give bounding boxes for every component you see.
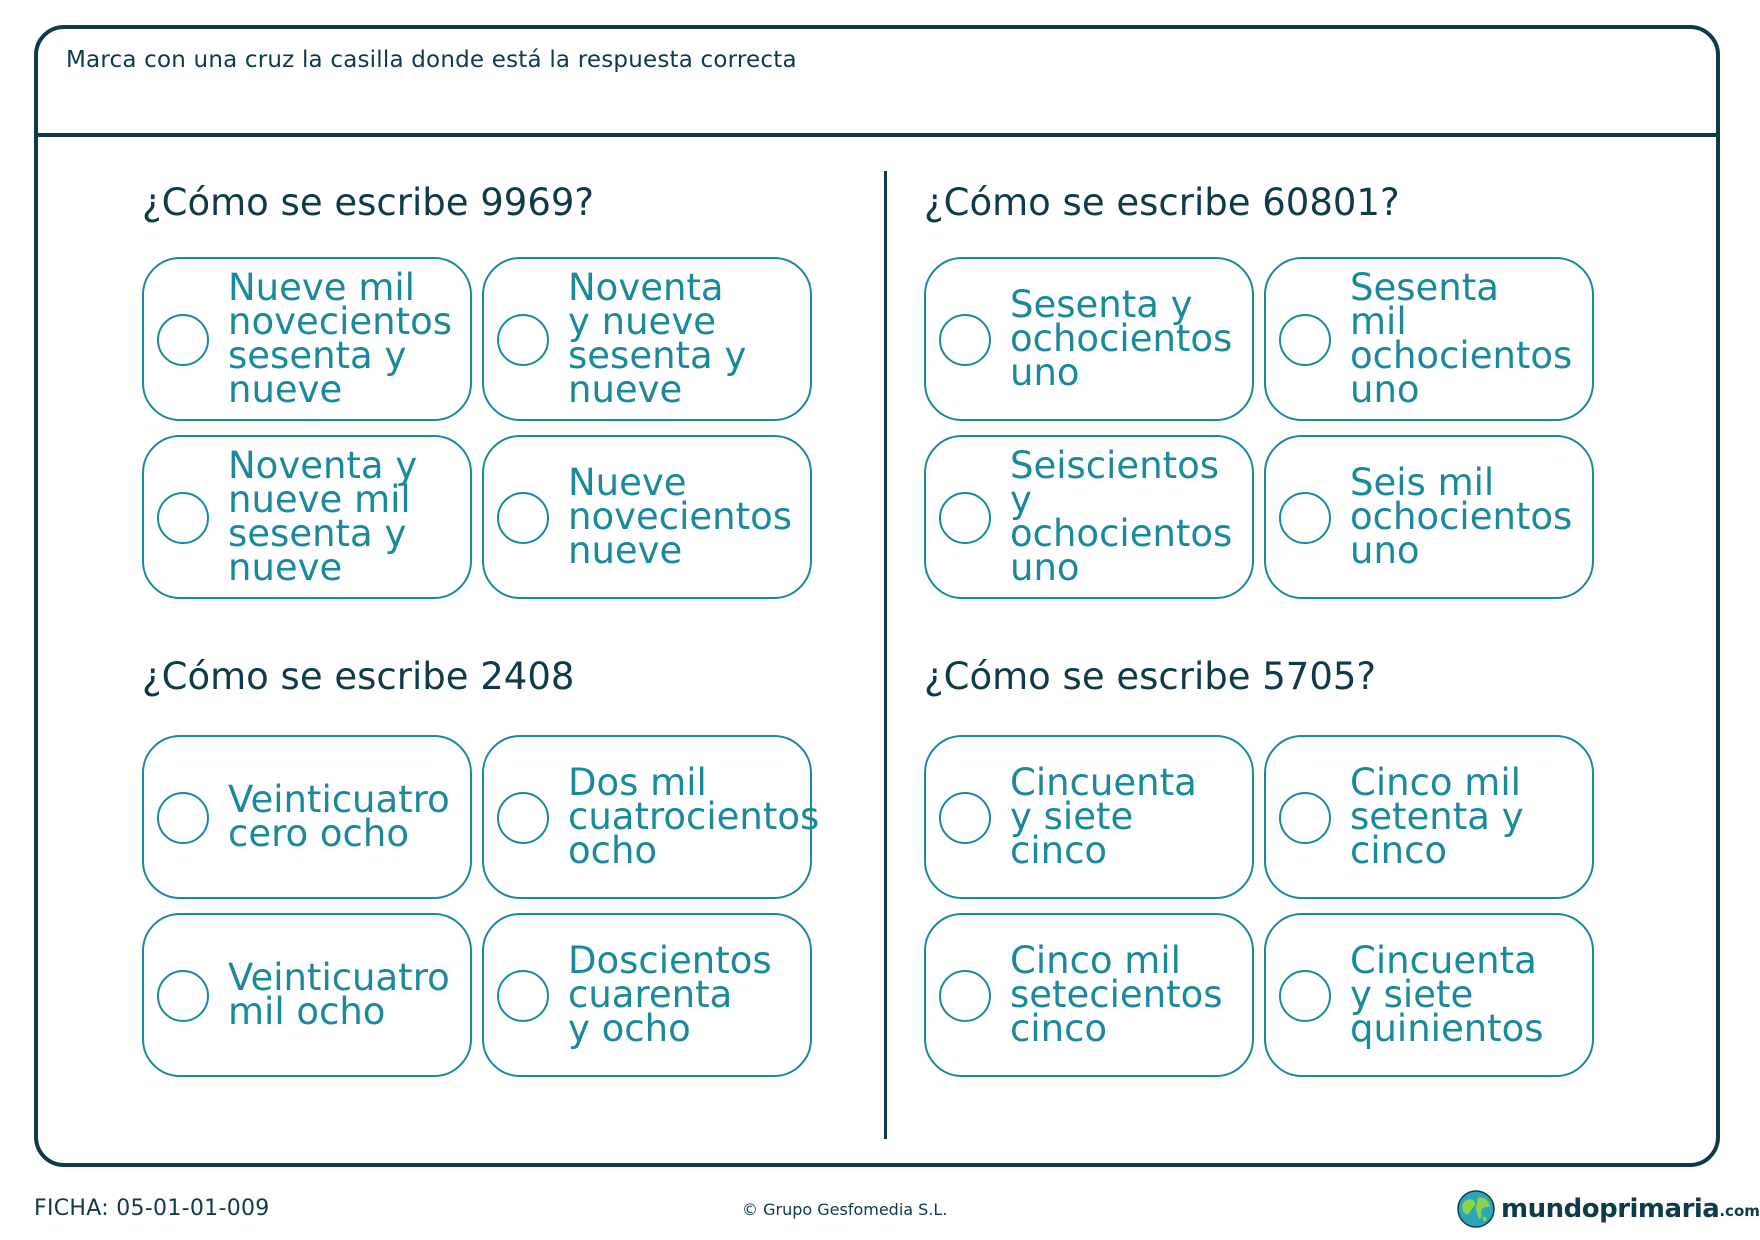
answer-option[interactable] (142, 435, 472, 599)
instruction-text: Marca con una cruz la casilla donde está la respuesta correcta (66, 47, 797, 73)
copyright-notice: © Grupo Gesfomedia S.L. (742, 1200, 948, 1219)
answer-label: Seis mil ochocientos uno (1350, 461, 1573, 572)
answer-option[interactable] (924, 913, 1254, 1077)
answer-checkbox[interactable] (157, 970, 209, 1022)
header-divider (38, 133, 1716, 137)
question-title: ¿Cómo se escribe 60801? (924, 181, 1400, 224)
answer-checkbox[interactable] (1279, 314, 1331, 366)
answer-option[interactable] (482, 913, 812, 1077)
answer-label: Sesenta mil ochocientos uno (1350, 266, 1573, 411)
answer-option[interactable] (142, 257, 472, 421)
answer-label: Nueve mil novecientos sesenta y nueve (228, 266, 453, 411)
answer-label: Cinco mil setecientos cinco (1010, 939, 1223, 1050)
answer-checkbox[interactable] (497, 492, 549, 544)
answer-checkbox[interactable] (497, 314, 549, 366)
answer-option[interactable] (142, 735, 472, 899)
brand-tld: .com (1719, 1202, 1760, 1220)
answer-label: Dos mil cuatrocientos ocho (568, 761, 820, 872)
answer-option[interactable] (142, 913, 472, 1077)
answer-option[interactable] (924, 435, 1254, 599)
column-divider (884, 171, 887, 1139)
answer-label: Noventa y nueve sesenta y nueve (568, 266, 747, 411)
answer-option[interactable] (1264, 913, 1594, 1077)
answer-option[interactable] (924, 735, 1254, 899)
answer-checkbox[interactable] (939, 314, 991, 366)
answer-label: Veinticuatro mil ocho (228, 956, 450, 1033)
answer-option[interactable] (1264, 735, 1594, 899)
answer-label: Sesenta y ochocientos uno (1010, 283, 1233, 394)
answer-checkbox[interactable] (497, 970, 549, 1022)
globe-logo-icon (1456, 1189, 1496, 1229)
answer-label: Cinco mil setenta y cinco (1350, 761, 1524, 872)
answer-option[interactable] (924, 257, 1254, 421)
answer-option[interactable] (1264, 257, 1594, 421)
answer-checkbox[interactable] (1279, 792, 1331, 844)
answer-option[interactable] (1264, 435, 1594, 599)
answer-checkbox[interactable] (157, 314, 209, 366)
brand-name: mundoprimaria (1501, 1194, 1720, 1224)
answer-label: Cincuenta y siete quinientos (1350, 939, 1544, 1050)
answer-checkbox[interactable] (939, 970, 991, 1022)
answer-checkbox[interactable] (1279, 492, 1331, 544)
ficha-code: FICHA: 05-01-01-009 (34, 1196, 270, 1221)
answer-checkbox[interactable] (939, 492, 991, 544)
answer-label: Veinticuatro cero ocho (228, 778, 450, 855)
answer-label: Noventa y nueve mil sesenta y nueve (228, 444, 418, 589)
answer-checkbox[interactable] (157, 492, 209, 544)
answer-checkbox[interactable] (157, 792, 209, 844)
answer-label: Doscientos cuarenta y ocho (568, 939, 772, 1050)
question-title: ¿Cómo se escribe 5705? (924, 655, 1377, 698)
answer-label: Nueve novecientos nueve (568, 461, 793, 572)
answer-checkbox[interactable] (1279, 970, 1331, 1022)
answer-option[interactable] (482, 435, 812, 599)
answer-checkbox[interactable] (497, 792, 549, 844)
answer-option[interactable] (482, 735, 820, 899)
answer-checkbox[interactable] (939, 792, 991, 844)
brand-logo[interactable] (1456, 1188, 1760, 1230)
question-title: ¿Cómo se escribe 2408 (142, 655, 575, 698)
answer-label: Cincuenta y siete cinco (1010, 761, 1197, 872)
question-title: ¿Cómo se escribe 9969? (142, 181, 595, 224)
answer-label: Seiscientos y ochocientos uno (1010, 444, 1233, 589)
worksheet-frame (34, 25, 1720, 1167)
answer-option[interactable] (482, 257, 812, 421)
